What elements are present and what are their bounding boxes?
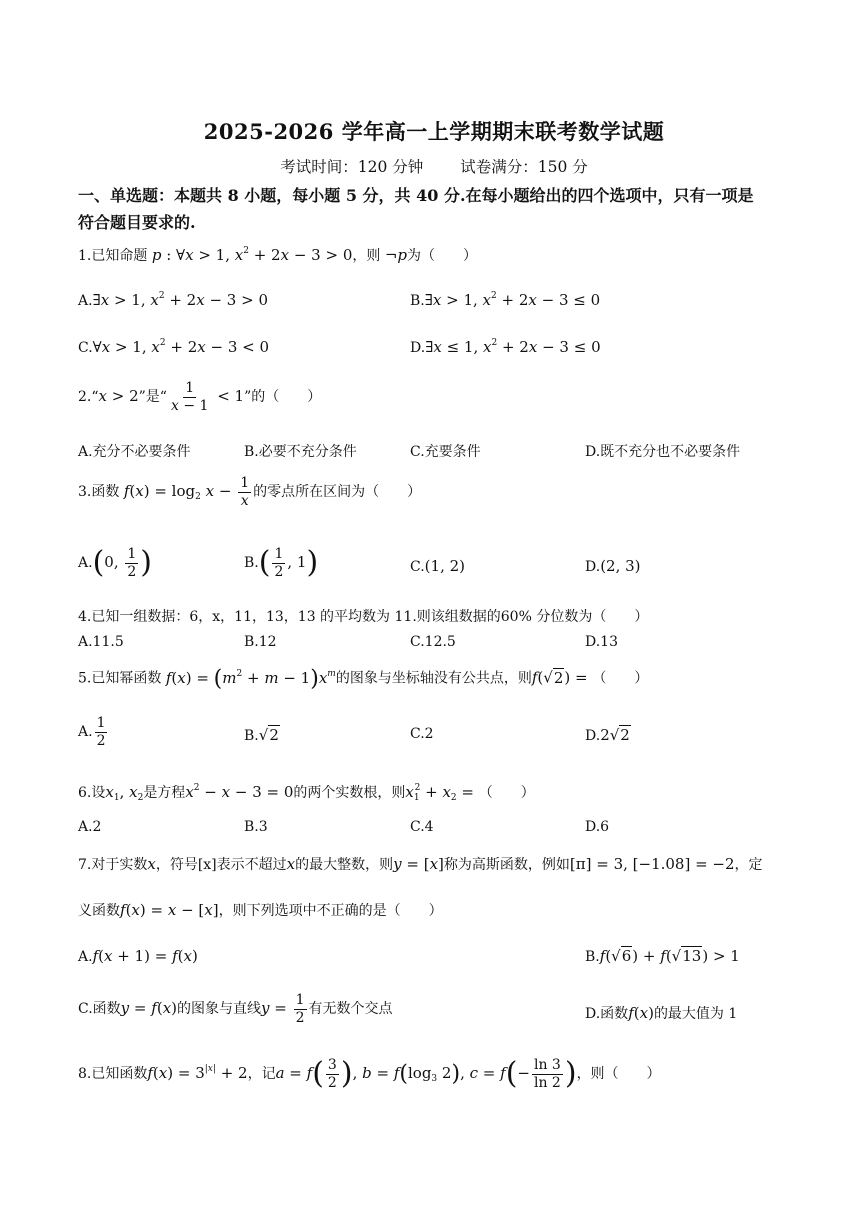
section-heading-line1: 一、单选题：本题共 8 小题，每小题 5 分，共 40 分.在每小题给出的四个选项中，只有一项是 bbox=[78, 186, 754, 205]
option-4d[interactable]: D.13 bbox=[585, 634, 618, 650]
option-3c[interactable]: C.(1, 2) bbox=[410, 557, 465, 575]
option-3d[interactable]: D.(2, 3) bbox=[585, 557, 641, 575]
question-7-line1: 7.对于实数x，符号[x]表示不超过x的最大整数，则y = [x]称为高斯函数，例如[π] = 3, [−1.08] = −2，定 bbox=[78, 855, 763, 873]
option-5b[interactable]: B.√2 bbox=[244, 726, 279, 744]
full-score: 试卷满分：150 分 bbox=[460, 158, 588, 176]
question-3: 3.函数 $f(x) = \log_2 x$ − $\frac{1}{x}$ 的零点所在区间为（ ） bbox=[78, 475, 422, 509]
option-5a[interactable]: A. $\frac{1}{2}$ bbox=[78, 715, 106, 749]
question-4: 4.已知一组数据：6，x，11，13，13 的平均数为 11.则该组数据的60% 分位数为（ ） bbox=[78, 609, 649, 625]
option-1b[interactable]: B.∃x > 1, $x^2 + 2x - 3 \le 0$ bbox=[410, 291, 601, 309]
option-6b[interactable]: B.3 bbox=[244, 819, 268, 835]
option-4c[interactable]: C.12.5 bbox=[410, 634, 456, 650]
option-2c[interactable]: C.充要条件 bbox=[410, 444, 481, 460]
question-7-line2: 义函数f(x) = x − [x]，则下列选项中不正确的是（ ） bbox=[78, 901, 443, 919]
page-title: 2025-2026 学年高一上学期期末联考数学试题 bbox=[203, 119, 665, 144]
question-8: 8.已知函数$f(x) = 3^{|x|} + 2$，记a = f( $\frac{3}{2}$ ), $b = f(\log_3$ 2), c = f(− $\frac{\ln 3}{\ln 2}$ )，则（ ） bbox=[78, 1056, 661, 1092]
option-2a[interactable]: A.充分不必要条件 bbox=[78, 444, 191, 460]
option-6c[interactable]: C.4 bbox=[410, 819, 434, 835]
option-4a[interactable]: A.11.5 bbox=[78, 634, 124, 650]
option-2b[interactable]: B.必要不充分条件 bbox=[244, 444, 357, 460]
option-7d[interactable]: D.函数f(x)的最大值为 1 bbox=[585, 1004, 738, 1022]
option-2d[interactable]: D.既不充分也不必要条件 bbox=[585, 444, 741, 460]
question-5: 5.已知幂函数 $f(x) = (m^2 + m - 1)x^m$的图象与坐标轴没有公共点，则f(√2) = （ ） bbox=[78, 666, 649, 691]
section-heading-line2: 符合题目要求的. bbox=[78, 213, 196, 232]
option-6a[interactable]: A.2 bbox=[78, 819, 102, 835]
option-5d[interactable]: D.2√2 bbox=[585, 726, 630, 744]
option-7b[interactable]: B.f(√6) + f(√13) > 1 bbox=[585, 947, 740, 965]
option-4b[interactable]: B.12 bbox=[244, 634, 277, 650]
option-3b[interactable]: B.( $\frac{1}{2}$ , 1) bbox=[244, 545, 319, 581]
option-6d[interactable]: D.6 bbox=[585, 819, 610, 835]
option-1a[interactable]: A.∃x > 1, $x^2 + 2x - 3 > 0$ bbox=[78, 291, 268, 309]
option-7a[interactable]: A.f(x + 1) = f(x) bbox=[78, 947, 198, 965]
exam-time: 考试时间：120 分钟 bbox=[280, 158, 424, 176]
exam-info bbox=[0, 155, 868, 177]
section-heading bbox=[78, 182, 798, 236]
option-7c[interactable]: C.函数y = f(x)的图象与直线y = $\frac{1}{2}$ 有无数个交点 bbox=[78, 992, 393, 1026]
option-3a[interactable]: A.(0, $\frac{1}{2}$ ) bbox=[78, 545, 153, 581]
option-1d[interactable]: D.∃x ≤ 1, $x^2 + 2x - 3 \le 0$ bbox=[410, 338, 601, 356]
question-1: 1.已知命题 p : ∀x > 1, $x^2 + 2x - 3 > 0$，则 ¬p为（ ） bbox=[78, 246, 477, 264]
option-5c[interactable]: C.2 bbox=[410, 726, 434, 742]
option-1c[interactable]: C.∀x > 1, $x^2 + 2x - 3 < 0$ bbox=[78, 338, 270, 356]
question-6: 6.设$x_1$, $x_2$是方程$x^2 - x - 3 = 0$的两个实数根，则$x_1^2 + x_2$ = （ ） bbox=[78, 783, 535, 803]
question-2: 2.“x > 2”是“ $\frac{1}{x - 1}$ < 1”的（ ） bbox=[78, 380, 322, 414]
